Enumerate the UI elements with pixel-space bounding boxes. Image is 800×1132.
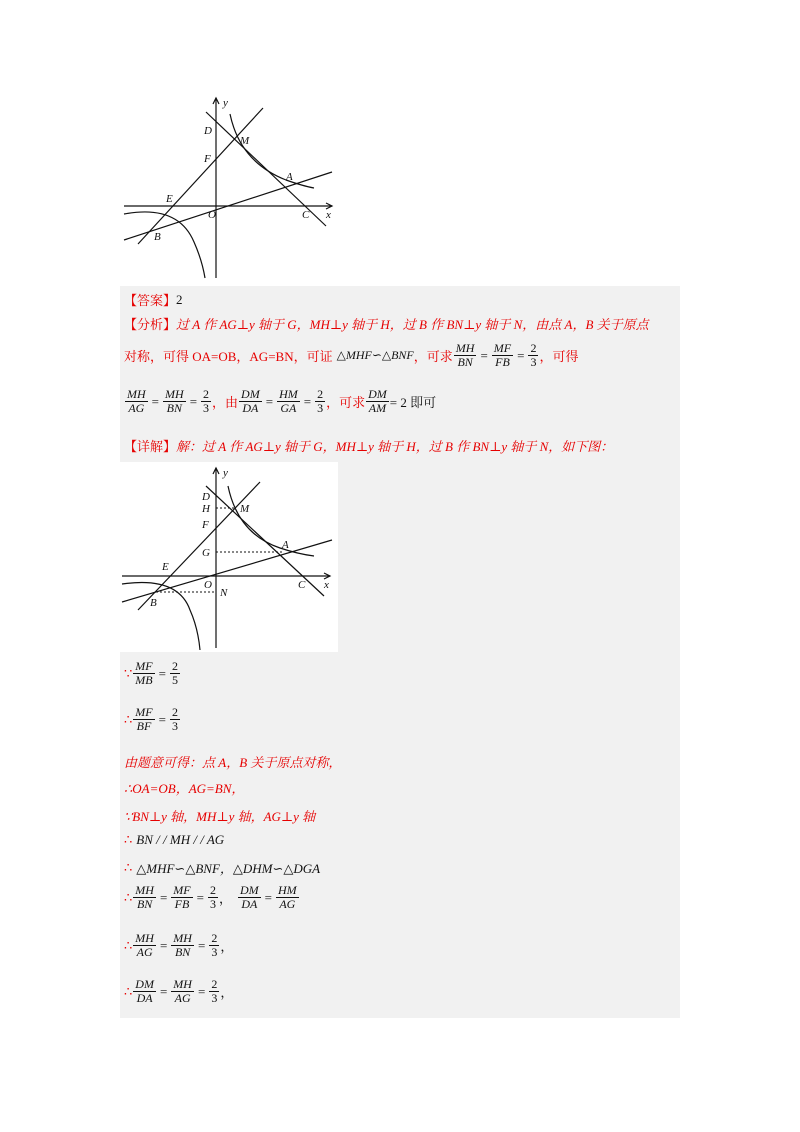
analysis-similar: △MHF∽△BNF xyxy=(336,348,414,362)
analysis-text-2c: ，可求 xyxy=(413,349,453,364)
analysis-line-1 xyxy=(124,314,649,333)
label-y: y xyxy=(223,97,228,109)
label-c: C xyxy=(302,209,310,221)
analysis-text-3a: ，由 xyxy=(212,395,239,410)
detail-tag: 【详解】 xyxy=(124,439,177,454)
label-o: O xyxy=(204,579,212,591)
analysis-text-1: 过 A 作 AG⊥y 轴于 G，MH⊥y 轴于 H，过 B 作 BN⊥y 轴于 N，由点 A，B 关于原点 xyxy=(176,317,649,332)
step-5: ∵BN⊥y 轴，MH⊥y 轴，AG⊥y 轴 xyxy=(124,809,316,824)
figure-graph-2 xyxy=(120,462,338,652)
step-9: ∴ $\frac{MH}{AG}$ = $\frac{MH}{BN}$ = $\frac{2}{3}$ ， xyxy=(124,931,234,959)
answer-tag: 【答案】 xyxy=(124,293,177,308)
label-a: A xyxy=(282,539,289,551)
hyperbola-branch-1 xyxy=(230,114,314,188)
line-bm xyxy=(138,108,263,244)
analysis-text-3b: ，可求 xyxy=(326,395,366,410)
label-a: A xyxy=(286,171,293,183)
frac-mh-bn: $\frac{MH}{BN}$ xyxy=(455,341,475,369)
label-o: O xyxy=(208,209,216,221)
label-n: N xyxy=(220,587,228,599)
line-bm xyxy=(138,482,260,610)
hyperbola-branch-2 xyxy=(124,212,205,278)
analysis-tag: 【分析】 xyxy=(124,317,177,332)
analysis-text-3c: = 2 即可 xyxy=(389,395,437,410)
step-2: ∴ $\frac{MF}{BF}$ = $\frac{2}{3}$ xyxy=(124,705,178,733)
label-f: F xyxy=(202,519,209,531)
analysis-text-2a: 对称，可得 OA=OB，AG=BN，可证 xyxy=(124,349,333,364)
detail-text: 解：过 A 作 AG⊥y 轴于 G，MH⊥y 轴于 H，过 B 作 BN⊥y 轴于 N，如下图： xyxy=(176,439,614,454)
step-10: ∴ $\frac{DM}{DA}$ = $\frac{MH}{AG}$ = $\frac{2}{3}$ ， xyxy=(124,977,234,1005)
hyperbola-branch-1 xyxy=(228,486,314,556)
label-b: B xyxy=(150,597,157,609)
step-3: 由题意可得：点 A，B 关于原点对称， xyxy=(124,755,342,770)
label-d: D xyxy=(202,491,210,503)
label-b: B xyxy=(154,231,161,243)
label-m: M xyxy=(240,503,250,515)
answer-value: 2 xyxy=(176,291,183,307)
label-c: C xyxy=(298,579,306,591)
label-x: x xyxy=(326,209,331,221)
label-d: D xyxy=(204,125,212,137)
label-h: H xyxy=(202,503,210,515)
step-4: ∴OA=OB，AG=BN， xyxy=(124,781,245,796)
analysis-line-3: $\frac{MH}{AG}$ = $\frac{MH}{BN}$ = $\frac{2}{3}$ ，由 $\frac{DM}{DA}$ = $\frac{HM}{GA}$ = $\frac{2}{3}$ ，可求 $\frac{DM}{AM}$ = 2 即可 xyxy=(127,387,437,415)
label-e: E xyxy=(166,193,173,205)
detail-line xyxy=(124,436,613,455)
label-m: M xyxy=(240,135,250,147)
frac-2-3: $\frac{2}{3}$ xyxy=(530,341,537,369)
step-6: ∴ BN / / MH / / AG xyxy=(124,832,225,847)
label-g: G xyxy=(202,547,210,559)
step-8: ∴ $\frac{MH}{BN}$ = $\frac{MF}{FB}$ = $\frac{2}{3}$ ， $\frac{DM}{DA}$ = $\frac{HM}{AG}$ xyxy=(124,883,297,911)
analysis-text-2d: ，可得 xyxy=(539,349,579,364)
step-7: ∴ △MHF∽△BNF，△DHM∽△DGA xyxy=(124,859,321,876)
label-e: E xyxy=(162,561,169,573)
frac-mf-fb: $\frac{MF}{FB}$ xyxy=(493,341,512,369)
hyperbola-branch-2 xyxy=(122,582,200,650)
figure-graph-1 xyxy=(118,92,340,282)
step-1: ∵ $\frac{MF}{MB}$ = $\frac{2}{5}$ xyxy=(124,659,178,687)
label-f: F xyxy=(204,153,211,165)
analysis-line-2: 对称，可得 OA=OB，AG=BN，可证 △MHF∽△BNF ，可求 $\frac{MH}{BN}$ = $\frac{MF}{FB}$ = $\frac{2}{3}$ ，可得 xyxy=(124,341,579,369)
answer-line xyxy=(124,290,183,309)
label-x: x xyxy=(324,579,329,591)
label-y: y xyxy=(223,467,228,479)
